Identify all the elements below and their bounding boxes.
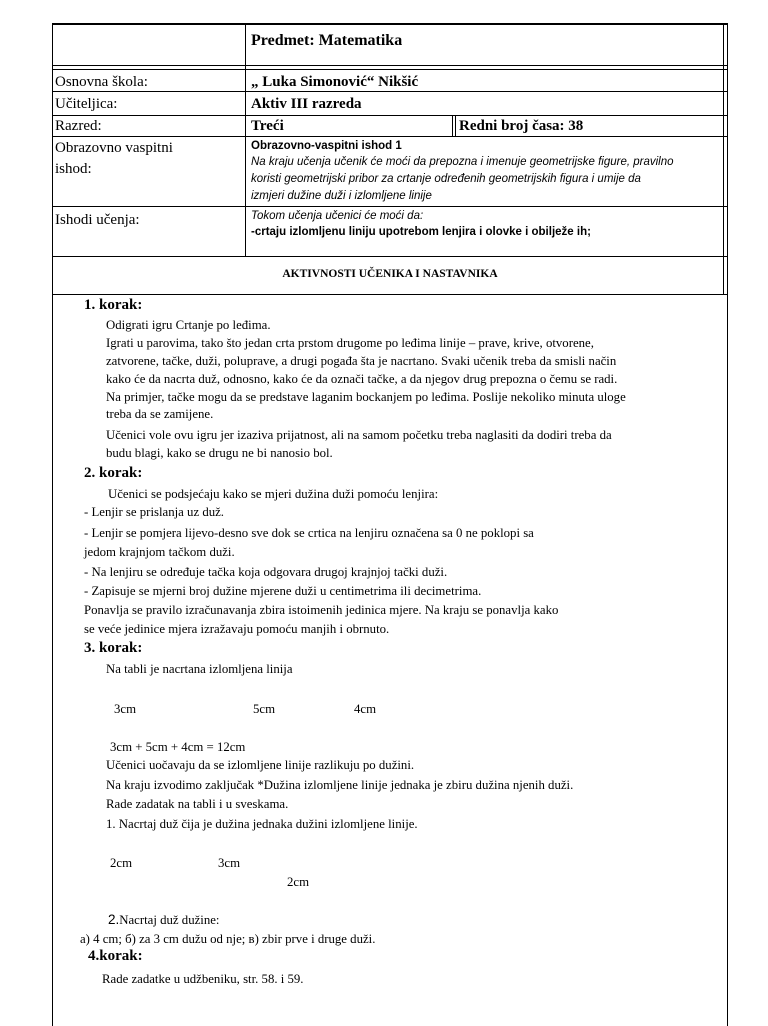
outcome-text: Na kraju učenja učenik će moći da prepozna i imenuje geometrijske figure, pravilno	[251, 156, 674, 168]
step-1-text: zatvorene, tačke, duži, poluprave, a drugi pogađa šta je nacrtano. Svaki učenik treba da smisli način	[106, 354, 617, 368]
school-value: „ Luka Simonović“ Nikšić	[251, 74, 419, 90]
step-2-line: - Na lenjiru se određuje tačka koja odgovara drugoj krajnjoj tački duži.	[84, 565, 448, 579]
task-2	[108, 911, 219, 930]
step-1-heading: 1. korak:	[84, 297, 143, 313]
row-divider	[52, 206, 728, 207]
lesson-number: Redni broj časa: 38	[459, 118, 584, 134]
step-4-text: Rade zadatke u udžbeniku, str. 58. i 59.	[102, 972, 304, 986]
segment-length: 5cm	[253, 702, 276, 716]
segment-length: 3cm	[218, 856, 241, 870]
column-divider	[455, 115, 456, 136]
activities-title: AKTIVNOSTI UČENIKA I NASTAVNIKA	[282, 268, 498, 280]
sum-equation: 3cm + 5cm + 4cm = 12cm	[110, 740, 246, 754]
step-4-heading: 4.korak:	[88, 948, 143, 964]
row-divider	[52, 115, 728, 116]
step-2-line: jedom krajnjom tačkom duži.	[84, 545, 235, 559]
task-1: 1. Nacrtaj duž čija je dužina jednaka dužini izlomljene linije.	[106, 817, 418, 831]
step-2-line: - Zapisuje se mjerni broj dužine mjerene duži u centimetrima ili decimetrima.	[84, 584, 482, 598]
step-1-text: budu blagi, kako se drugu ne bi nanosio bol.	[106, 446, 333, 460]
task-2-text: Nacrtaj duž dužine:	[119, 913, 220, 927]
outcome-text: izmjeri dužine duži i izlomljene linije	[251, 190, 432, 202]
outcome-title: Obrazovno-vaspitni ishod 1	[251, 140, 402, 152]
step-3-intro: Na tabli je nacrtana izlomljena linija	[106, 662, 293, 676]
grade-label: Razred:	[55, 118, 102, 134]
segment-length: 2cm	[287, 875, 310, 889]
step-3-line: Na kraju izvodimo zaključak *Dužina izlomljene linije jednaka je zbiru dužina njenih duži.	[106, 778, 574, 792]
outcome-label: Obrazovno vaspitni	[55, 140, 173, 156]
step-2-line: - Lenjir se prislanja uz duž.	[84, 505, 225, 519]
teacher-value: Aktiv III razreda	[251, 96, 362, 112]
segment-length: 4cm	[354, 702, 377, 716]
school-label: Osnovna škola:	[55, 74, 148, 90]
step-1-text: kako će da nacrta duž, odnosno, kako će da označi tačke, a da njegov drug prepozna o čemu se radi.	[106, 372, 618, 386]
learning-intro: Tokom učenja učenici će moći da:	[251, 210, 424, 222]
step-2-intro: Učenici se podsjećaju kako se mjeri dužina duži pomoću lenjira:	[108, 487, 439, 501]
row-divider	[52, 91, 728, 92]
step-2-heading: 2. korak:	[84, 465, 143, 481]
learning-item: -crtaju izlomljenu liniju upotrebom lenjira i olovke i obilježe ih;	[251, 226, 591, 238]
step-2-line: Ponavlja se pravilo izračunavanja zbira istoimenih jedinica mjere. Na kraju se ponavlja kako	[84, 603, 559, 617]
step-1-text: Na primjer, tačke mogu da se predstave laganim bockanjem po leđima. Poslije nekoliko minuta uloge	[106, 390, 626, 404]
step-1-game-title: Odigrati igru Crtanje po leđima.	[106, 318, 271, 332]
teacher-label: Učiteljica:	[55, 96, 118, 112]
step-2-line: - Lenjir se pomjera lijevo-desno sve dok se crtica na lenjiru označena sa 0 ne poklopi sa	[84, 526, 534, 540]
outcome-text: koristi geometrijski pribor za crtanje određenih geometrijskih figura i umije da	[251, 173, 641, 185]
learning-label: Ishodi učenja:	[55, 212, 140, 228]
step-3-heading: 3. korak:	[84, 640, 143, 656]
step-2-line: se veće jedinice mjera izražavaju pomoću manjih i obrnuto.	[84, 622, 390, 636]
task-2-options: a) 4 cm; б) za 3 cm dužu od nje; в) zbir prve i druge duži.	[80, 932, 376, 946]
row-divider	[52, 256, 728, 257]
row-divider	[52, 69, 728, 70]
outcome-label-cont: ishod:	[55, 161, 92, 177]
row-divider	[52, 294, 728, 295]
step-1-text: Učenici vole ovu igru jer izaziva prijatnost, ali na samom početku treba naglasiti da dodiri treba da	[106, 428, 612, 442]
step-3-line: Učenici uočavaju da se izlomljene linije razlikuju po dužini.	[106, 758, 415, 772]
step-1-text: treba da se zamijene.	[106, 407, 214, 421]
segment-length: 2cm	[110, 856, 133, 870]
row-divider	[52, 136, 728, 137]
row-divider	[52, 65, 728, 66]
grade-value: Treći	[251, 118, 284, 134]
task-2-number: 2.	[108, 912, 120, 927]
subject-title: Predmet: Matematika	[251, 32, 403, 49]
step-1-text: Igrati u parovima, tako što jedan crta prstom drugome po leđima linije – prave, krive, otvorene,	[106, 336, 594, 350]
step-3-line: Rade zadatak na tabli i u sveskama.	[106, 797, 289, 811]
column-divider	[245, 24, 246, 256]
segment-length: 3cm	[114, 702, 137, 716]
column-divider	[452, 115, 453, 136]
column-divider	[723, 24, 724, 294]
